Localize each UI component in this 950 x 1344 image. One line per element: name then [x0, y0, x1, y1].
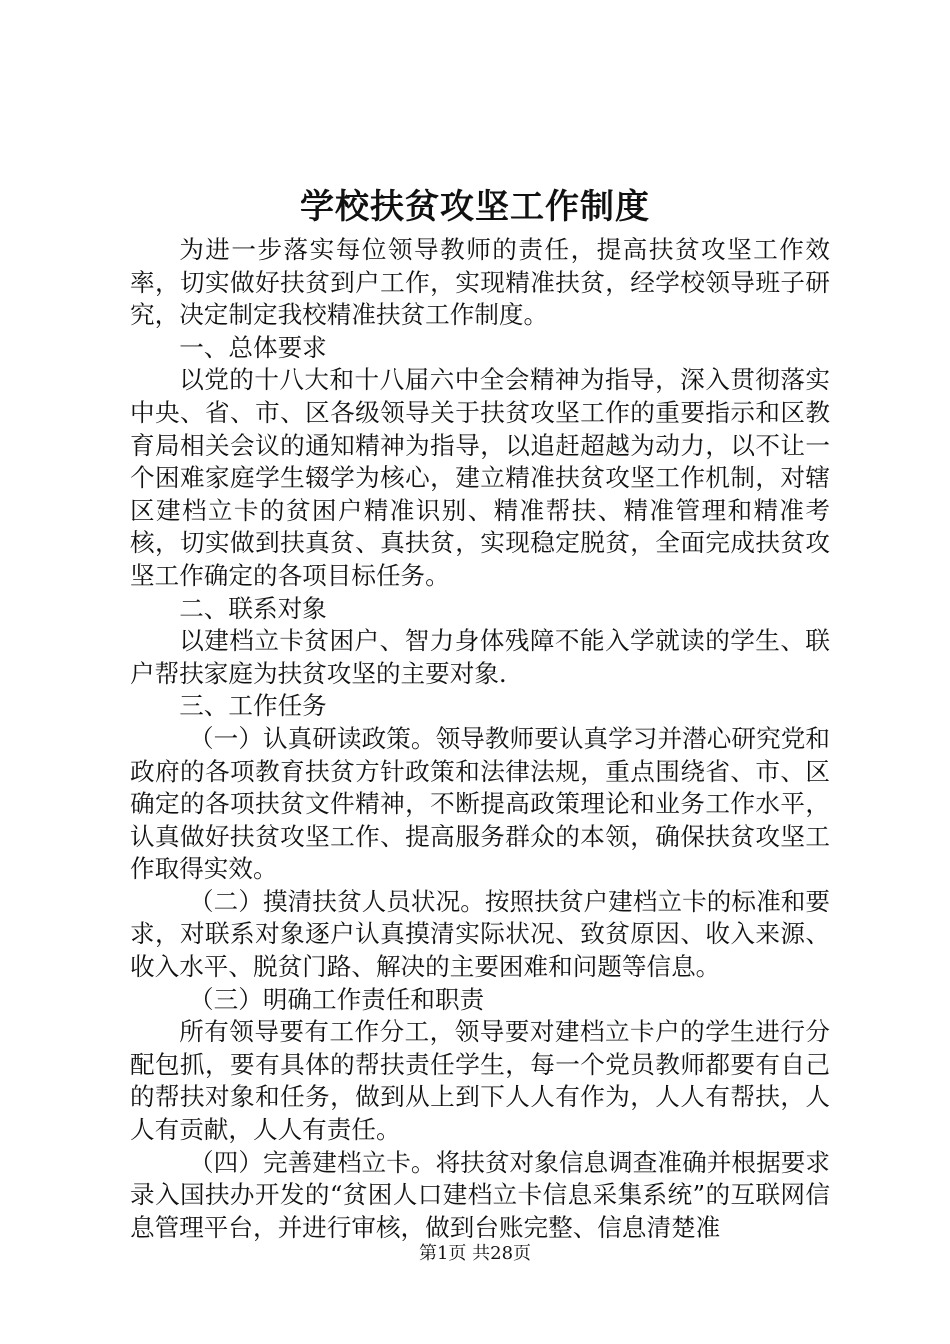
body-paragraph: 以党的十八大和十八届六中全会精神为指导，深入贯彻落实中央、省、市、区各级领导关于扶贫攻坚工作的重要指示和区教育局相关会议的通知精神为指导，以追赶超越为动力，以不让一个困难家庭学生辍学为核心，建立精准扶贫攻坚工作机制，对辖区建档立卡的贫困户精准识别、精准帮扶、精准管理和精准考核，切实做到扶真贫、真扶贫，实现稳定脱贫，全面完成扶贫攻坚工作确定的各项目标任务。	[130, 365, 830, 590]
body-paragraph: 以建档立卡贫困户、智力身体残障不能入学就读的学生、联户帮扶家庭为扶贫攻坚的主要对象.	[130, 626, 830, 688]
task-paragraph: （一）认真研读政策。领导教师要认真学习并潜心研究党和政府的各项教育扶贫方针政策和法律法规，重点围绕省、市、区确定的各项扶贫文件精神，不断提高政策理论和业务工作水平，认真做好扶贫攻坚工作、提高服务群众的本领，确保扶贫攻坚工作取得实效。	[130, 723, 830, 884]
task-heading: （三）明确工作责任和职责	[189, 984, 485, 1014]
document-title: 学校扶贫攻坚工作制度	[300, 187, 650, 227]
task-paragraph: （二）摸清扶贫人员状况。按照扶贫户建档立卡的标准和要求，对联系对象逐户认真摸清实际状况、致贫原因、收入来源、收入水平、脱贫门路、解决的主要困难和问题等信息。	[130, 886, 830, 982]
document-body	[130, 234, 830, 1244]
page-footer: 第1页 共28页	[418, 1243, 532, 1264]
body-paragraph: 所有领导要有工作分工，领导要对建档立卡户的学生进行分配包抓，要有具体的帮扶责任学生，每一个党员教师都要有自己的帮扶对象和任务，做到从上到下人人有作为，人人有帮扶，人人有贡献，人人有责任。	[130, 1017, 830, 1145]
task-paragraph: （四）完善建档立卡。将扶贫对象信息调查准确并根据要求录入国扶办开发的“贫困人口建档立卡信息采集系统”的互联网信息管理平台，并进行审核，做到台账完整、信息清楚准	[130, 1147, 830, 1242]
section-heading-work-tasks: 三、工作任务	[179, 691, 327, 721]
section-heading-contact-targets: 二、联系对象	[179, 593, 327, 623]
section-heading-general-requirements: 一、总体要求	[179, 332, 327, 362]
intro-paragraph: 为进一步落实每位领导教师的责任，提高扶贫攻坚工作效率，切实做好扶贫到户工作，实现精准扶贫，经学校领导班子研究，决定制定我校精准扶贫工作制度。	[130, 235, 830, 330]
